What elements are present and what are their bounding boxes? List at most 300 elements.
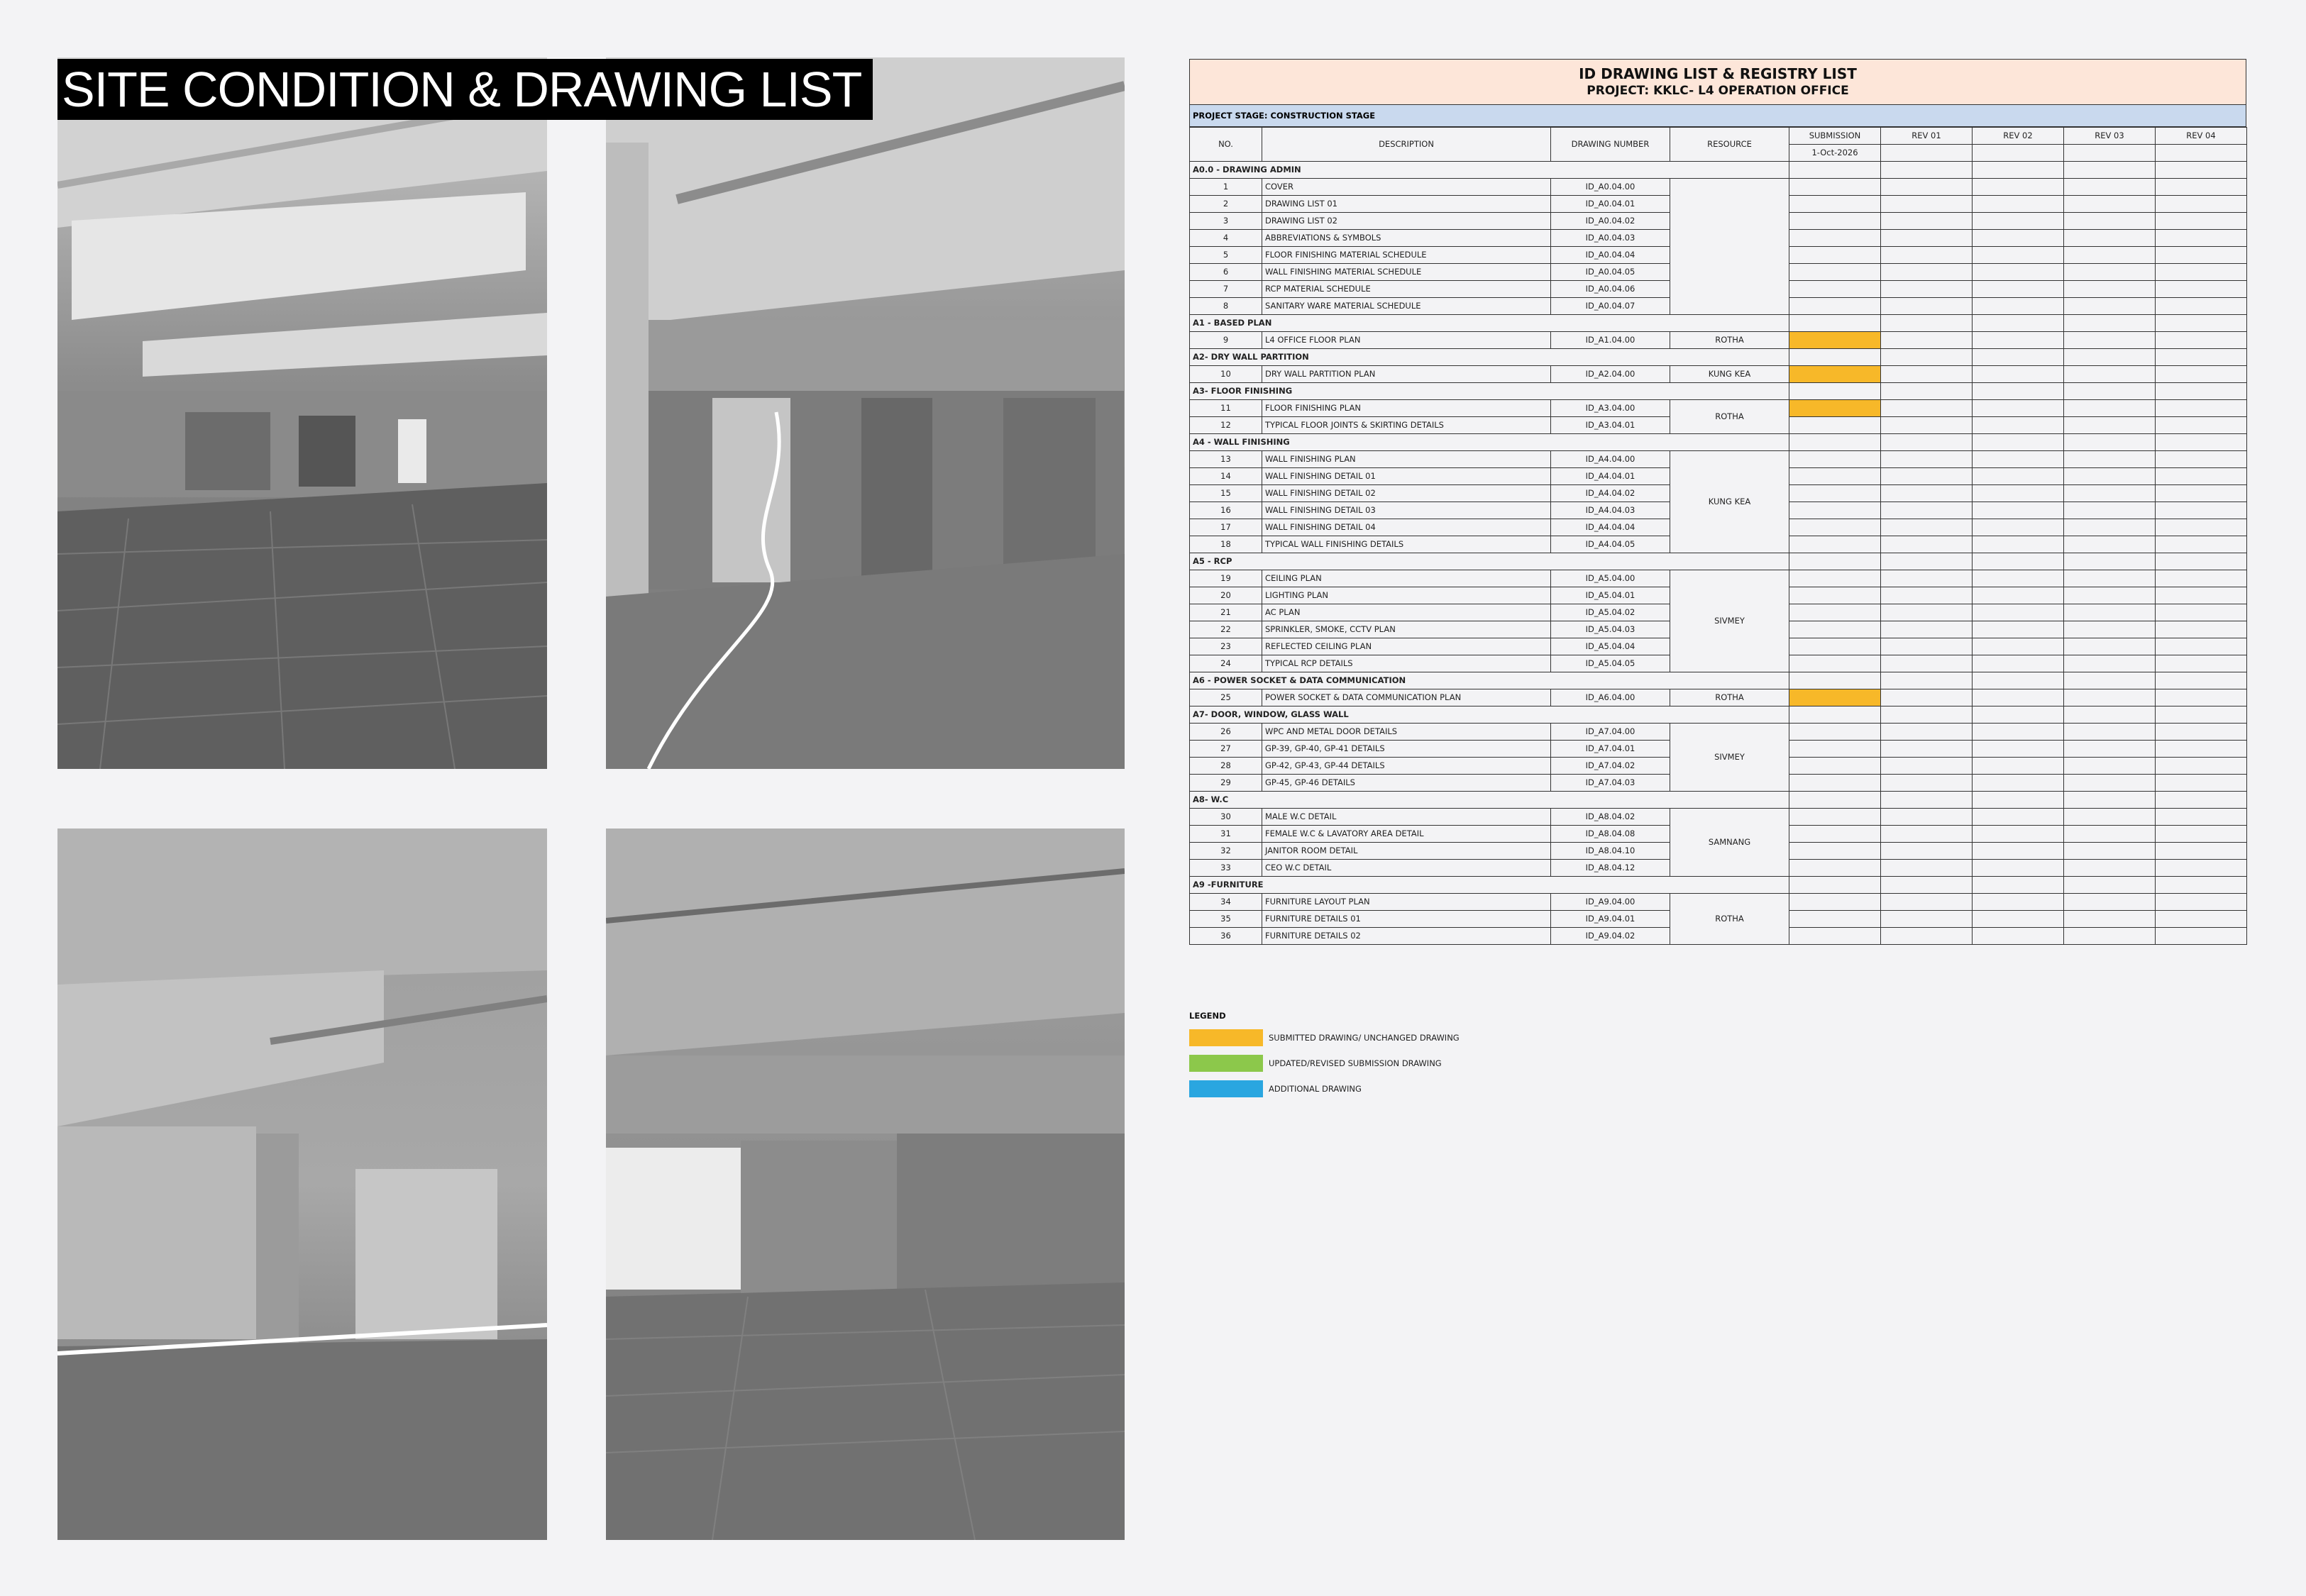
cell-rev04: [2156, 536, 2247, 553]
cell-no: 14: [1190, 468, 1262, 485]
cell-rev03: [2064, 809, 2156, 826]
cell-submission: [1789, 621, 1881, 638]
cell-rev02: [1973, 826, 2064, 843]
section-spacer: [2064, 315, 2156, 332]
section-spacer: [2156, 792, 2247, 809]
cell-submission: [1789, 570, 1881, 587]
cell-rev01: [1881, 536, 1973, 553]
cell-submission: [1789, 417, 1881, 434]
cell-submission: [1789, 281, 1881, 298]
cell-rev04: [2156, 570, 2247, 587]
cell-drawing-number: ID_A9.04.00: [1551, 894, 1670, 911]
section-spacer: [1973, 383, 2064, 400]
cell-rev04: [2156, 843, 2247, 860]
cell-rev04: [2156, 724, 2247, 741]
cell-submission: [1789, 928, 1881, 945]
section-spacer: [2064, 434, 2156, 451]
cell-rev02: [1973, 196, 2064, 213]
section-spacer: [1881, 383, 1973, 400]
cell-submission: [1789, 519, 1881, 536]
cell-description: SPRINKLER, SMOKE, CCTV PLAN: [1262, 621, 1551, 638]
cell-description: FEMALE W.C & LAVATORY AREA DETAIL: [1262, 826, 1551, 843]
cell-rev04: [2156, 179, 2247, 196]
cell-description: JANITOR ROOM DETAIL: [1262, 843, 1551, 860]
cell-submission: [1789, 366, 1881, 383]
cell-rev04: [2156, 758, 2247, 775]
cell-rev01: [1881, 451, 1973, 468]
column-header-row: [1190, 128, 2247, 145]
cell-rev02: [1973, 264, 2064, 281]
cell-no: 21: [1190, 604, 1262, 621]
cell-rev04: [2156, 621, 2247, 638]
cell-rev01: [1881, 860, 1973, 877]
cell-drawing-number: ID_A4.04.03: [1551, 502, 1670, 519]
site-photo-top-left: [57, 57, 547, 769]
cell-rev02: [1973, 689, 2064, 706]
cell-rev01: [1881, 366, 1973, 383]
cell-rev03: [2064, 724, 2156, 741]
cell-submission: [1789, 689, 1881, 706]
cell-rev04: [2156, 860, 2247, 877]
cell-description: WALL FINISHING PLAN: [1262, 451, 1551, 468]
cell-rev01: [1881, 724, 1973, 741]
cell-rev01: [1881, 826, 1973, 843]
cell-description: FURNITURE DETAILS 02: [1262, 928, 1551, 945]
cell-resource: KUNG KEA: [1670, 366, 1789, 383]
cell-rev02: [1973, 638, 2064, 655]
cell-rev01: [1881, 911, 1973, 928]
cell-rev03: [2064, 468, 2156, 485]
section-spacer: [1973, 792, 2064, 809]
cell-rev03: [2064, 230, 2156, 247]
cell-rev02: [1973, 587, 2064, 604]
cell-description: DRAWING LIST 01: [1262, 196, 1551, 213]
cell-no: 12: [1190, 417, 1262, 434]
cell-description: WALL FINISHING DETAIL 03: [1262, 502, 1551, 519]
section-spacer: [1789, 434, 1881, 451]
cell-no: 8: [1190, 298, 1262, 315]
cell-rev03: [2064, 638, 2156, 655]
cell-submission: [1789, 485, 1881, 502]
col-rev02-date: [1973, 145, 2064, 162]
cell-rev03: [2064, 213, 2156, 230]
cell-rev02: [1973, 417, 2064, 434]
cell-drawing-number: ID_A5.04.01: [1551, 587, 1670, 604]
section-spacer: [2156, 315, 2247, 332]
cell-description: DRY WALL PARTITION PLAN: [1262, 366, 1551, 383]
cell-rev02: [1973, 843, 2064, 860]
section-spacer: [1973, 672, 2064, 689]
section-spacer: [1789, 315, 1881, 332]
cell-rev02: [1973, 570, 2064, 587]
cell-submission: [1789, 536, 1881, 553]
cell-description: ABBREVIATIONS & SYMBOLS: [1262, 230, 1551, 247]
cell-rev02: [1973, 536, 2064, 553]
cell-rev01: [1881, 400, 1973, 417]
cell-rev02: [1973, 655, 2064, 672]
cell-no: 17: [1190, 519, 1262, 536]
cell-rev04: [2156, 247, 2247, 264]
cell-rev03: [2064, 179, 2156, 196]
cell-rev04: [2156, 519, 2247, 536]
cell-rev01: [1881, 519, 1973, 536]
cell-rev04: [2156, 298, 2247, 315]
cell-submission: [1789, 826, 1881, 843]
drawing-registry: [1189, 59, 2246, 945]
cell-rev02: [1973, 298, 2064, 315]
cell-description: WPC AND METAL DOOR DETAILS: [1262, 724, 1551, 741]
cell-rev04: [2156, 400, 2247, 417]
cell-submission: [1789, 604, 1881, 621]
section-title: A9 -FURNITURE: [1190, 877, 1789, 894]
cell-rev02: [1973, 247, 2064, 264]
section-spacer: [1881, 672, 1973, 689]
cell-drawing-number: ID_A0.04.00: [1551, 179, 1670, 196]
cell-rev02: [1973, 758, 2064, 775]
cell-rev02: [1973, 230, 2064, 247]
cell-no: 35: [1190, 911, 1262, 928]
legend-item-updated: [1189, 1055, 1460, 1072]
cell-description: FURNITURE LAYOUT PLAN: [1262, 894, 1551, 911]
table-row: [1190, 724, 2247, 741]
section-header-row: [1190, 434, 2247, 451]
cell-description: AC PLAN: [1262, 604, 1551, 621]
registry-body: [1190, 162, 2247, 945]
cell-no: 10: [1190, 366, 1262, 383]
cell-drawing-number: ID_A0.04.03: [1551, 230, 1670, 247]
cell-description: DRAWING LIST 02: [1262, 213, 1551, 230]
col-rev03-date: [2064, 145, 2156, 162]
cell-no: 34: [1190, 894, 1262, 911]
table-row: [1190, 451, 2247, 468]
table-row: [1190, 689, 2247, 706]
cell-rev01: [1881, 894, 1973, 911]
cell-drawing-number: ID_A4.04.01: [1551, 468, 1670, 485]
section-spacer: [2156, 434, 2247, 451]
cell-no: 25: [1190, 689, 1262, 706]
cell-rev01: [1881, 247, 1973, 264]
page-title: SITE CONDITION & DRAWING LIST: [57, 59, 873, 120]
cell-rev03: [2064, 519, 2156, 536]
site-photo-top-right: [606, 57, 1125, 769]
cell-rev01: [1881, 298, 1973, 315]
cell-description: RCP MATERIAL SCHEDULE: [1262, 281, 1551, 298]
section-spacer: [2064, 383, 2156, 400]
cell-submission: [1789, 775, 1881, 792]
cell-drawing-number: ID_A0.04.04: [1551, 247, 1670, 264]
cell-rev01: [1881, 213, 1973, 230]
table-row: [1190, 894, 2247, 911]
cell-rev01: [1881, 417, 1973, 434]
section-title: A8- W.C: [1190, 792, 1789, 809]
cell-description: POWER SOCKET & DATA COMMUNICATION PLAN: [1262, 689, 1551, 706]
cell-rev04: [2156, 230, 2247, 247]
cell-description: WALL FINISHING DETAIL 02: [1262, 485, 1551, 502]
cell-rev02: [1973, 366, 2064, 383]
cell-no: 27: [1190, 741, 1262, 758]
cell-drawing-number: ID_A7.04.00: [1551, 724, 1670, 741]
col-rev01: REV 01: [1881, 128, 1973, 145]
cell-rev02: [1973, 775, 2064, 792]
cell-rev01: [1881, 281, 1973, 298]
cell-description: SANITARY WARE MATERIAL SCHEDULE: [1262, 298, 1551, 315]
cell-rev01: [1881, 587, 1973, 604]
cell-resource: SIVMEY: [1670, 570, 1789, 672]
section-header-row: [1190, 792, 2247, 809]
cell-rev03: [2064, 604, 2156, 621]
cell-submission: [1789, 247, 1881, 264]
cell-rev01: [1881, 638, 1973, 655]
cell-rev03: [2064, 196, 2156, 213]
cell-drawing-number: ID_A1.04.00: [1551, 332, 1670, 349]
cell-rev01: [1881, 689, 1973, 706]
col-rev01-date: [1881, 145, 1973, 162]
cell-no: 24: [1190, 655, 1262, 672]
legend-title: LEGEND: [1189, 1011, 1226, 1021]
cell-rev03: [2064, 655, 2156, 672]
cell-rev03: [2064, 570, 2156, 587]
cell-rev02: [1973, 213, 2064, 230]
cell-drawing-number: ID_A8.04.08: [1551, 826, 1670, 843]
cell-drawing-number: ID_A8.04.12: [1551, 860, 1670, 877]
section-spacer: [1789, 877, 1881, 894]
cell-rev03: [2064, 332, 2156, 349]
cell-drawing-number: ID_A0.04.02: [1551, 213, 1670, 230]
cell-drawing-number: ID_A7.04.03: [1551, 775, 1670, 792]
registry-table: [1189, 127, 2247, 945]
cell-no: 20: [1190, 587, 1262, 604]
cell-rev03: [2064, 587, 2156, 604]
legend-label: ADDITIONAL DRAWING: [1269, 1084, 1362, 1094]
site-photo-bottom-left: [57, 829, 547, 1540]
section-title: A1 - BASED PLAN: [1190, 315, 1789, 332]
cell-resource: SAMNANG: [1670, 809, 1789, 877]
section-spacer: [1973, 162, 2064, 179]
registry-project: PROJECT: KKLC- L4 OPERATION OFFICE: [1587, 84, 1849, 98]
cell-drawing-number: ID_A4.04.02: [1551, 485, 1670, 502]
legend-item-additional: [1189, 1080, 1460, 1097]
cell-submission: [1789, 179, 1881, 196]
col-rev04-date: [2156, 145, 2247, 162]
section-header-row: [1190, 706, 2247, 724]
section-header-row: [1190, 162, 2247, 179]
cell-rev01: [1881, 485, 1973, 502]
cell-rev02: [1973, 502, 2064, 519]
cell-no: 11: [1190, 400, 1262, 417]
cell-resource: SIVMEY: [1670, 724, 1789, 792]
cell-drawing-number: ID_A7.04.02: [1551, 758, 1670, 775]
cell-rev04: [2156, 264, 2247, 281]
cell-rev03: [2064, 894, 2156, 911]
cell-rev04: [2156, 587, 2247, 604]
cell-rev04: [2156, 638, 2247, 655]
cell-rev03: [2064, 911, 2156, 928]
cell-rev01: [1881, 264, 1973, 281]
cell-rev03: [2064, 502, 2156, 519]
cell-resource: ROTHA: [1670, 400, 1789, 434]
cell-submission: [1789, 860, 1881, 877]
cell-rev01: [1881, 332, 1973, 349]
cell-drawing-number: ID_A0.04.05: [1551, 264, 1670, 281]
table-row: [1190, 332, 2247, 349]
section-spacer: [1881, 162, 1973, 179]
cell-rev04: [2156, 826, 2247, 843]
cell-drawing-number: ID_A2.04.00: [1551, 366, 1670, 383]
legend: [1189, 1011, 1460, 1106]
cell-description: LIGHTING PLAN: [1262, 587, 1551, 604]
section-spacer: [1789, 383, 1881, 400]
cell-no: 9: [1190, 332, 1262, 349]
section-spacer: [1789, 553, 1881, 570]
cell-rev04: [2156, 485, 2247, 502]
cell-drawing-number: ID_A0.04.07: [1551, 298, 1670, 315]
cell-no: 28: [1190, 758, 1262, 775]
cell-rev03: [2064, 860, 2156, 877]
table-row: [1190, 400, 2247, 417]
cell-rev03: [2064, 247, 2156, 264]
cell-description: WALL FINISHING DETAIL 01: [1262, 468, 1551, 485]
cell-rev02: [1973, 604, 2064, 621]
cell-rev03: [2064, 621, 2156, 638]
section-title: A7- DOOR, WINDOW, GLASS WALL: [1190, 706, 1789, 724]
table-row: [1190, 179, 2247, 196]
section-spacer: [1881, 553, 1973, 570]
cell-drawing-number: ID_A9.04.02: [1551, 928, 1670, 945]
cell-submission: [1789, 264, 1881, 281]
cell-rev03: [2064, 741, 2156, 758]
cell-resource: KUNG KEA: [1670, 451, 1789, 553]
cell-no: 22: [1190, 621, 1262, 638]
cell-rev04: [2156, 196, 2247, 213]
cell-rev02: [1973, 468, 2064, 485]
registry-header: [1189, 59, 2246, 105]
section-spacer: [2156, 706, 2247, 724]
section-spacer: [2064, 672, 2156, 689]
cell-rev01: [1881, 230, 1973, 247]
section-spacer: [1789, 706, 1881, 724]
section-spacer: [2064, 553, 2156, 570]
section-header-row: [1190, 672, 2247, 689]
section-spacer: [1973, 877, 2064, 894]
cell-no: 36: [1190, 928, 1262, 945]
legend-label: SUBMITTED DRAWING/ UNCHANGED DRAWING: [1269, 1033, 1460, 1043]
section-spacer: [2156, 877, 2247, 894]
section-spacer: [1789, 349, 1881, 366]
cell-submission: [1789, 196, 1881, 213]
cell-rev02: [1973, 332, 2064, 349]
section-spacer: [1789, 162, 1881, 179]
cell-description: TYPICAL RCP DETAILS: [1262, 655, 1551, 672]
cell-no: 3: [1190, 213, 1262, 230]
cell-drawing-number: ID_A4.04.00: [1551, 451, 1670, 468]
cell-rev03: [2064, 264, 2156, 281]
cell-rev01: [1881, 843, 1973, 860]
cell-description: GP-39, GP-40, GP-41 DETAILS: [1262, 741, 1551, 758]
cell-submission: [1789, 758, 1881, 775]
registry-stage: PROJECT STAGE: CONSTRUCTION STAGE: [1189, 105, 2246, 127]
cell-drawing-number: ID_A4.04.05: [1551, 536, 1670, 553]
cell-drawing-number: ID_A8.04.10: [1551, 843, 1670, 860]
cell-description: CEO W.C DETAIL: [1262, 860, 1551, 877]
cell-no: 15: [1190, 485, 1262, 502]
registry-title: ID DRAWING LIST & REGISTRY LIST: [1579, 65, 1857, 82]
cell-submission: [1789, 502, 1881, 519]
section-spacer: [2156, 672, 2247, 689]
section-spacer: [1881, 434, 1973, 451]
cell-submission: [1789, 230, 1881, 247]
cell-no: 4: [1190, 230, 1262, 247]
cell-rev03: [2064, 536, 2156, 553]
cell-description: FLOOR FINISHING PLAN: [1262, 400, 1551, 417]
cell-drawing-number: ID_A5.04.05: [1551, 655, 1670, 672]
table-row: [1190, 809, 2247, 826]
cell-drawing-number: ID_A3.04.01: [1551, 417, 1670, 434]
cell-resource: [1670, 179, 1789, 315]
cell-rev04: [2156, 655, 2247, 672]
cell-rev02: [1973, 809, 2064, 826]
cell-description: L4 OFFICE FLOOR PLAN: [1262, 332, 1551, 349]
cell-rev03: [2064, 366, 2156, 383]
cell-rev02: [1973, 621, 2064, 638]
cell-rev03: [2064, 843, 2156, 860]
cell-rev04: [2156, 928, 2247, 945]
cell-submission: [1789, 587, 1881, 604]
section-spacer: [1789, 792, 1881, 809]
section-title: A6 - POWER SOCKET & DATA COMMUNICATION: [1190, 672, 1789, 689]
legend-swatch: [1189, 1055, 1263, 1072]
cell-submission: [1789, 741, 1881, 758]
section-title: A4 - WALL FINISHING: [1190, 434, 1789, 451]
cell-rev03: [2064, 417, 2156, 434]
section-header-row: [1190, 877, 2247, 894]
cell-no: 26: [1190, 724, 1262, 741]
table-row: [1190, 570, 2247, 587]
cell-drawing-number: ID_A8.04.02: [1551, 809, 1670, 826]
cell-rev04: [2156, 741, 2247, 758]
section-spacer: [2064, 706, 2156, 724]
section-spacer: [1789, 672, 1881, 689]
cell-rev04: [2156, 809, 2247, 826]
cell-rev02: [1973, 179, 2064, 196]
cell-drawing-number: ID_A3.04.00: [1551, 400, 1670, 417]
cell-drawing-number: ID_A5.04.03: [1551, 621, 1670, 638]
site-photo-bottom-right: [606, 829, 1125, 1540]
section-spacer: [1973, 706, 2064, 724]
legend-swatch: [1189, 1080, 1263, 1097]
section-title: A3- FLOOR FINISHING: [1190, 383, 1789, 400]
cell-rev02: [1973, 519, 2064, 536]
cell-submission: [1789, 809, 1881, 826]
cell-rev01: [1881, 179, 1973, 196]
cell-drawing-number: ID_A9.04.01: [1551, 911, 1670, 928]
cell-rev02: [1973, 741, 2064, 758]
cell-rev03: [2064, 485, 2156, 502]
section-spacer: [2064, 162, 2156, 179]
cell-submission: [1789, 332, 1881, 349]
cell-description: GP-42, GP-43, GP-44 DETAILS: [1262, 758, 1551, 775]
cell-no: 16: [1190, 502, 1262, 519]
cell-rev03: [2064, 775, 2156, 792]
cell-submission: [1789, 655, 1881, 672]
section-spacer: [2156, 553, 2247, 570]
cell-rev02: [1973, 911, 2064, 928]
col-rev04: REV 04: [2156, 128, 2247, 145]
section-spacer: [1881, 349, 1973, 366]
section-spacer: [1973, 315, 2064, 332]
cell-rev01: [1881, 775, 1973, 792]
section-title: A5 - RCP: [1190, 553, 1789, 570]
cell-no: 29: [1190, 775, 1262, 792]
